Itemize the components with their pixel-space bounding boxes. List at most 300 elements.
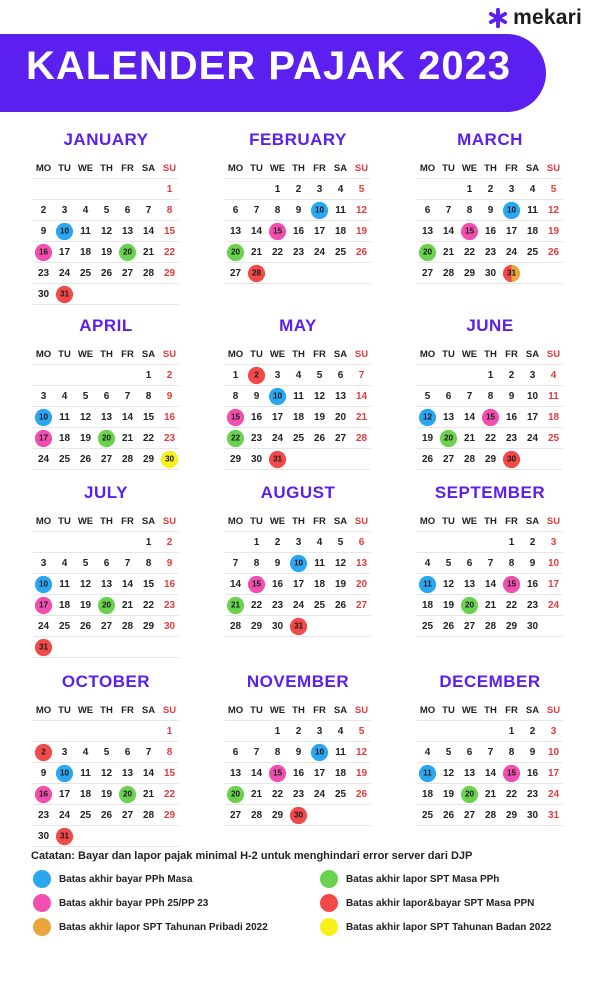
day-cell: 9 xyxy=(274,558,281,569)
day-cell: 18 xyxy=(79,789,92,800)
page-title: KALENDER PAJAK 2023 xyxy=(26,44,512,88)
day-cell: 1 xyxy=(253,537,260,548)
day-cell: 23 xyxy=(163,600,176,611)
day-cell: 22 xyxy=(484,433,497,444)
weekday-header: TH xyxy=(100,705,113,716)
day-cell: 12 xyxy=(79,579,92,590)
day-cell: 21 xyxy=(121,433,134,444)
day-cell: 22 xyxy=(505,789,518,800)
day-cell: 5 xyxy=(316,370,323,381)
month-name: OCTOBER xyxy=(61,672,151,691)
day-cell-marked: 30 xyxy=(161,451,178,468)
day-cell: 24 xyxy=(313,247,326,258)
day-cell: 28 xyxy=(355,433,368,444)
day-cell: 2 xyxy=(166,370,173,381)
day-cell: 22 xyxy=(142,433,155,444)
day-cell: 12 xyxy=(355,747,368,758)
day-cell: 7 xyxy=(253,205,260,216)
weekday-header: MO xyxy=(227,705,244,716)
weekday-header: MO xyxy=(227,516,244,527)
day-cell: 3 xyxy=(508,184,515,195)
weekday-header: MO xyxy=(419,163,436,174)
day-cell: 14 xyxy=(442,226,455,237)
day-cell: 17 xyxy=(505,226,518,237)
row-divider xyxy=(33,657,179,658)
day-cell: 2 xyxy=(529,537,536,548)
day-cell: 18 xyxy=(292,412,305,423)
day-cell: 8 xyxy=(145,391,152,402)
day-cell: 22 xyxy=(163,789,176,800)
day-cell: 27 xyxy=(100,454,113,465)
day-cell: 17 xyxy=(313,226,326,237)
day-cell: 4 xyxy=(82,205,89,216)
row-divider xyxy=(33,304,179,305)
weekday-header: SA xyxy=(525,163,540,174)
day-cell: 7 xyxy=(232,558,239,569)
day-cell: 29 xyxy=(250,621,263,632)
weekday-header: SA xyxy=(141,705,156,716)
day-cell: 4 xyxy=(337,184,344,195)
day-cell: 25 xyxy=(334,247,347,258)
day-cell: 28 xyxy=(484,810,497,821)
day-cell: 8 xyxy=(487,391,494,402)
day-cell-marked: 16 xyxy=(35,786,52,803)
legend-label: Batas akhir lapor&bayar SPT Masa PPN xyxy=(346,897,535,909)
weekday-header: WE xyxy=(461,516,478,527)
day-cell: 6 xyxy=(466,747,473,758)
weekday-header: WE xyxy=(77,516,94,527)
day-cell: 9 xyxy=(166,391,173,402)
day-cell: 1 xyxy=(274,184,281,195)
weekday-header: WE xyxy=(461,349,478,360)
day-cell: 13 xyxy=(121,226,134,237)
day-cell: 11 xyxy=(59,412,70,423)
day-cell-marked: 20 xyxy=(419,244,436,261)
day-cell: 9 xyxy=(295,747,302,758)
weekday-header: TU xyxy=(442,349,455,360)
day-cell: 21 xyxy=(484,789,497,800)
day-cell: 13 xyxy=(229,226,242,237)
day-cell: 3 xyxy=(61,747,68,758)
legend-label: Batas akhir lapor SPT Tahunan Pribadi 2022 xyxy=(59,921,268,933)
day-cell: 24 xyxy=(37,454,50,465)
day-cell: 8 xyxy=(274,205,281,216)
day-cell: 17 xyxy=(547,579,560,590)
day-cell: 18 xyxy=(334,226,347,237)
day-cell: 2 xyxy=(508,370,515,381)
day-cell: 16 xyxy=(484,226,497,237)
day-cell-marked: 11 xyxy=(419,765,436,782)
day-cell: 30 xyxy=(37,831,50,842)
day-cell: 25 xyxy=(58,454,71,465)
day-cell: 24 xyxy=(292,600,305,611)
day-cell: 9 xyxy=(508,391,515,402)
day-cell: 24 xyxy=(313,789,326,800)
weekday-header: TH xyxy=(292,705,305,716)
day-cell-marked: 15 xyxy=(227,409,244,426)
month-name: JULY xyxy=(84,483,128,502)
day-cell: 22 xyxy=(250,600,263,611)
weekday-header: MO xyxy=(35,163,52,174)
day-cell: 30 xyxy=(163,621,176,632)
weekday-header: TU xyxy=(58,516,71,527)
day-cell: 28 xyxy=(121,454,134,465)
weekday-header: SA xyxy=(525,349,540,360)
day-cell-marked: 20 xyxy=(98,597,115,614)
day-cell: 2 xyxy=(166,537,173,548)
day-cell: 19 xyxy=(100,247,113,258)
day-cell: 9 xyxy=(529,558,536,569)
day-cell: 5 xyxy=(103,747,110,758)
day-cell: 28 xyxy=(121,621,134,632)
day-cell: 11 xyxy=(335,205,346,216)
logo-text: mekari xyxy=(513,6,582,29)
day-cell: 27 xyxy=(100,621,113,632)
day-cell: 25 xyxy=(79,810,92,821)
day-cell-marked: 10 xyxy=(269,388,286,405)
day-cell: 6 xyxy=(124,747,131,758)
day-cell: 1 xyxy=(274,726,281,737)
blue-dot-icon xyxy=(33,870,51,888)
day-cell: 21 xyxy=(142,247,155,258)
day-cell-marked: 16 xyxy=(35,244,52,261)
day-cell: 8 xyxy=(232,391,239,402)
day-cell: 8 xyxy=(466,205,473,216)
day-cell: 12 xyxy=(313,391,326,402)
weekday-header: SU xyxy=(162,705,177,716)
weekday-header: TU xyxy=(250,163,263,174)
day-cell: 9 xyxy=(40,768,47,779)
day-cell: 16 xyxy=(526,579,539,590)
day-cell: 31 xyxy=(547,810,560,821)
day-cell: 4 xyxy=(316,537,323,548)
legend-item xyxy=(320,918,551,936)
day-cell: 3 xyxy=(316,184,323,195)
weekday-header: TH xyxy=(292,349,305,360)
day-cell-marked: 15 xyxy=(269,765,286,782)
day-cell: 11 xyxy=(335,747,346,758)
weekday-header: TU xyxy=(442,705,455,716)
weekday-header: FR xyxy=(121,705,134,716)
day-cell: 5 xyxy=(445,747,452,758)
day-cell: 28 xyxy=(442,268,455,279)
day-cell: 5 xyxy=(358,184,365,195)
yellow-dot-icon xyxy=(320,918,338,936)
day-cell-marked: 20 xyxy=(440,430,457,447)
day-cell: 6 xyxy=(424,205,431,216)
day-cell: 28 xyxy=(229,621,242,632)
day-cell: 5 xyxy=(424,391,431,402)
day-cell: 23 xyxy=(484,247,497,258)
day-cell: 27 xyxy=(121,268,134,279)
day-cell: 6 xyxy=(232,747,239,758)
day-cell: 30 xyxy=(526,621,539,632)
day-cell: 6 xyxy=(103,558,110,569)
day-cell: 24 xyxy=(271,433,284,444)
orange-dot-icon xyxy=(33,918,51,936)
day-cell: 17 xyxy=(58,789,71,800)
day-cell: 30 xyxy=(526,810,539,821)
day-cell: 6 xyxy=(445,391,452,402)
day-cell: 21 xyxy=(355,412,368,423)
day-cell: 13 xyxy=(100,579,113,590)
month-name: DECEMBER xyxy=(439,672,541,691)
day-cell: 30 xyxy=(250,454,263,465)
weekday-header: MO xyxy=(35,349,52,360)
day-cell-marked: 20 xyxy=(227,244,244,261)
day-cell: 4 xyxy=(424,558,431,569)
day-cell: 30 xyxy=(484,268,497,279)
day-cell: 18 xyxy=(79,247,92,258)
weekday-header: TH xyxy=(484,516,497,527)
day-cell: 26 xyxy=(355,789,368,800)
day-cell-marked: 21 xyxy=(227,597,244,614)
day-cell: 14 xyxy=(121,412,134,423)
day-cell: 12 xyxy=(355,205,368,216)
weekday-header: TU xyxy=(250,516,263,527)
weekday-header: FR xyxy=(313,163,326,174)
day-cell: 14 xyxy=(250,226,263,237)
weekday-header: SA xyxy=(333,705,348,716)
legend-label: Batas akhir bayar PPh 25/PP 23 xyxy=(59,897,209,909)
day-cell: 13 xyxy=(229,768,242,779)
green-dot-icon xyxy=(320,870,338,888)
day-cell: 7 xyxy=(124,391,131,402)
day-cell: 17 xyxy=(271,412,284,423)
day-cell: 9 xyxy=(295,205,302,216)
legend-label: Batas akhir bayar PPh Masa xyxy=(59,873,193,885)
day-cell: 8 xyxy=(508,558,515,569)
day-cell: 21 xyxy=(250,789,263,800)
day-cell: 26 xyxy=(355,247,368,258)
day-cell: 2 xyxy=(487,184,494,195)
day-cell: 26 xyxy=(421,454,434,465)
weekday-header: MO xyxy=(35,705,52,716)
month-name: SEPTEMBER xyxy=(434,483,546,502)
day-cell: 27 xyxy=(229,268,242,279)
row-divider xyxy=(33,846,179,847)
day-cell: 5 xyxy=(550,184,557,195)
weekday-header: WE xyxy=(77,163,94,174)
month-name: JUNE xyxy=(466,316,514,335)
day-cell: 8 xyxy=(508,747,515,758)
day-cell: 7 xyxy=(466,391,473,402)
day-cell-marked: 20 xyxy=(119,786,136,803)
day-cell: 21 xyxy=(442,247,455,258)
day-cell: 7 xyxy=(445,205,452,216)
weekday-header: SU xyxy=(354,705,369,716)
day-cell: 28 xyxy=(142,810,155,821)
day-cell: 29 xyxy=(229,454,242,465)
day-cell: 18 xyxy=(421,789,434,800)
day-cell: 11 xyxy=(527,205,538,216)
day-cell: 5 xyxy=(445,558,452,569)
day-cell-marked: 10 xyxy=(503,202,520,219)
day-cell: 19 xyxy=(79,433,92,444)
weekday-header: TU xyxy=(250,349,263,360)
day-cell: 19 xyxy=(547,226,560,237)
day-cell: 1 xyxy=(232,370,239,381)
day-cell: 23 xyxy=(505,433,518,444)
day-cell: 23 xyxy=(292,789,305,800)
weekday-header: TH xyxy=(100,516,113,527)
day-cell: 5 xyxy=(103,205,110,216)
day-cell: 11 xyxy=(80,768,91,779)
day-cell: 3 xyxy=(550,726,557,737)
weekday-header: SU xyxy=(162,163,177,174)
weekday-header: TU xyxy=(58,705,71,716)
day-cell: 18 xyxy=(547,412,560,423)
day-cell: 6 xyxy=(232,205,239,216)
weekday-header: WE xyxy=(461,705,478,716)
day-cell: 14 xyxy=(142,768,155,779)
day-cell: 30 xyxy=(271,621,284,632)
day-cell: 28 xyxy=(142,268,155,279)
day-cell-marked: 11 xyxy=(419,576,436,593)
day-cell: 11 xyxy=(59,579,70,590)
day-cell: 7 xyxy=(487,747,494,758)
day-cell: 13 xyxy=(121,768,134,779)
weekday-header: SU xyxy=(354,349,369,360)
day-cell-marked: 20 xyxy=(461,597,478,614)
day-cell: 11 xyxy=(293,391,304,402)
legend-item xyxy=(320,870,499,888)
day-cell: 7 xyxy=(145,747,152,758)
day-cell: 13 xyxy=(463,768,476,779)
weekday-header: SA xyxy=(333,163,348,174)
day-cell: 10 xyxy=(547,747,560,758)
day-cell-marked: 10 xyxy=(35,576,52,593)
day-cell: 5 xyxy=(82,391,89,402)
day-cell-marked: 15 xyxy=(461,223,478,240)
day-cell: 1 xyxy=(166,726,173,737)
day-cell: 23 xyxy=(163,433,176,444)
weekday-header: SA xyxy=(141,516,156,527)
day-cell: 5 xyxy=(358,726,365,737)
day-cell: 13 xyxy=(442,412,455,423)
day-cell: 18 xyxy=(58,600,71,611)
day-cell: 2 xyxy=(295,726,302,737)
day-cell: 19 xyxy=(313,412,326,423)
day-cell: 1 xyxy=(487,370,494,381)
day-cell: 2 xyxy=(274,537,281,548)
weekday-header: WE xyxy=(461,163,478,174)
day-cell: 16 xyxy=(250,412,263,423)
day-cell: 1 xyxy=(166,184,173,195)
weekday-header: SA xyxy=(333,516,348,527)
day-cell: 7 xyxy=(358,370,365,381)
day-cell-marked: 15 xyxy=(503,576,520,593)
day-cell-marked: 15 xyxy=(482,409,499,426)
day-cell: 4 xyxy=(550,370,557,381)
day-cell: 3 xyxy=(40,391,47,402)
day-cell: 9 xyxy=(253,391,260,402)
day-cell: 26 xyxy=(547,247,560,258)
pink-dot-icon xyxy=(33,894,51,912)
day-cell: 17 xyxy=(526,412,539,423)
day-cell: 12 xyxy=(100,226,113,237)
day-cell: 29 xyxy=(142,454,155,465)
day-cell: 27 xyxy=(121,810,134,821)
day-cell: 17 xyxy=(313,768,326,779)
day-cell: 26 xyxy=(100,268,113,279)
day-cell: 27 xyxy=(463,621,476,632)
day-cell: 17 xyxy=(58,247,71,258)
day-cell: 4 xyxy=(424,747,431,758)
day-cell: 6 xyxy=(358,537,365,548)
day-cell: 1 xyxy=(508,537,515,548)
day-cell: 19 xyxy=(355,226,368,237)
day-cell: 25 xyxy=(313,600,326,611)
weekday-header: SU xyxy=(354,516,369,527)
day-cell: 9 xyxy=(40,226,47,237)
day-cell: 22 xyxy=(271,247,284,258)
weekday-header: MO xyxy=(227,163,244,174)
day-cell: 24 xyxy=(547,600,560,611)
weekday-header: WE xyxy=(269,163,286,174)
weekday-header: FR xyxy=(313,516,326,527)
weekday-header: TU xyxy=(250,705,263,716)
weekday-header: SU xyxy=(162,516,177,527)
day-cell: 20 xyxy=(355,579,368,590)
day-cell: 4 xyxy=(61,558,68,569)
day-cell: 27 xyxy=(463,810,476,821)
day-cell: 29 xyxy=(463,268,476,279)
red-dot-icon xyxy=(320,894,338,912)
day-cell: 17 xyxy=(292,579,305,590)
day-cell: 24 xyxy=(58,810,71,821)
day-cell: 10 xyxy=(526,391,539,402)
weekday-header: MO xyxy=(419,516,436,527)
weekday-header: MO xyxy=(419,705,436,716)
day-cell-marked: 17 xyxy=(35,597,52,614)
weekday-header: FR xyxy=(505,705,518,716)
day-cell-marked: 28 xyxy=(248,265,265,282)
day-cell: 25 xyxy=(526,247,539,258)
day-cell: 26 xyxy=(313,433,326,444)
day-cell: 23 xyxy=(526,789,539,800)
day-cell: 25 xyxy=(58,621,71,632)
day-cell: 25 xyxy=(292,433,305,444)
day-cell: 12 xyxy=(442,768,455,779)
day-cell: 12 xyxy=(100,768,113,779)
day-cell: 28 xyxy=(250,810,263,821)
day-cell-marked: 31 xyxy=(56,828,73,845)
day-cell: 25 xyxy=(421,810,434,821)
day-cell-marked: 31 xyxy=(503,265,520,282)
day-cell: 16 xyxy=(292,768,305,779)
day-cell: 2 xyxy=(295,184,302,195)
day-cell: 19 xyxy=(79,600,92,611)
day-cell: 24 xyxy=(547,789,560,800)
day-cell: 8 xyxy=(145,558,152,569)
day-cell: 23 xyxy=(37,268,50,279)
weekday-header: SA xyxy=(141,163,156,174)
day-cell: 2 xyxy=(40,205,47,216)
day-cell: 22 xyxy=(463,247,476,258)
day-cell: 15 xyxy=(142,412,155,423)
day-cell-marked: 31 xyxy=(56,286,73,303)
day-cell: 29 xyxy=(163,268,176,279)
day-cell: 11 xyxy=(80,226,91,237)
weekday-header: SA xyxy=(525,516,540,527)
day-cell-marked: 2 xyxy=(248,367,265,384)
day-cell: 26 xyxy=(442,810,455,821)
day-cell-marked: 31 xyxy=(290,618,307,635)
day-cell: 23 xyxy=(292,247,305,258)
day-cell-marked: 10 xyxy=(35,409,52,426)
day-cell: 7 xyxy=(487,558,494,569)
